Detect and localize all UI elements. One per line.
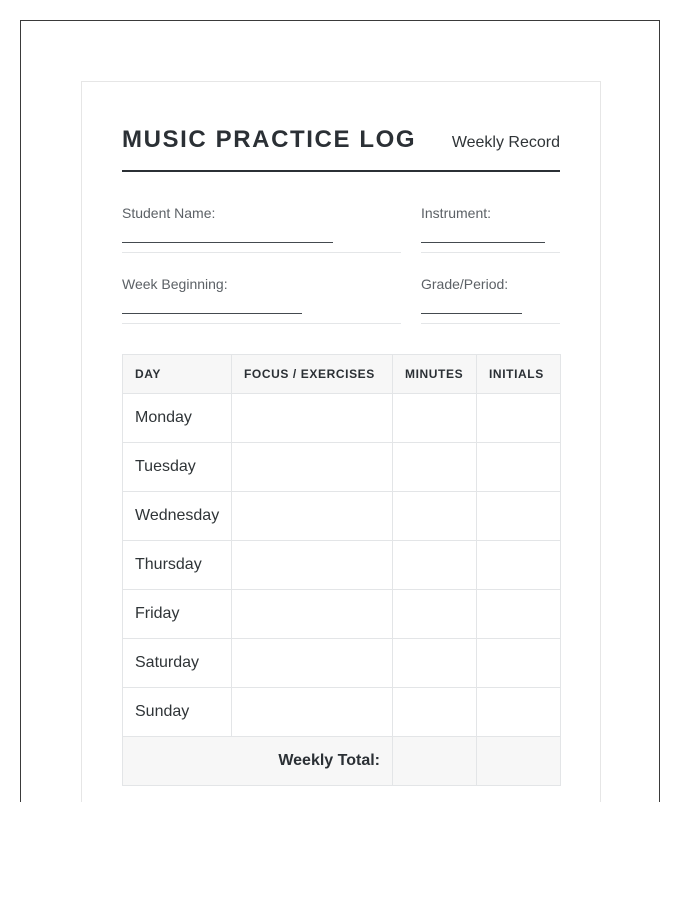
table-row	[123, 688, 561, 737]
focus-cell[interactable]	[232, 688, 393, 737]
minutes-cell[interactable]	[393, 394, 477, 443]
instrument-label: Instrument:	[421, 205, 492, 221]
minutes-cell[interactable]	[393, 541, 477, 590]
table-header-row	[123, 355, 561, 394]
total-minutes-cell[interactable]	[393, 737, 477, 786]
field-divider	[421, 323, 560, 324]
day-cell: Thursday	[123, 541, 232, 590]
table-row	[123, 394, 561, 443]
field-divider	[122, 252, 401, 253]
weekly-total-label: Weekly Total:	[123, 737, 393, 786]
column-header-initials: INITIALS	[477, 355, 561, 394]
focus-cell[interactable]	[232, 394, 393, 443]
student-name-label: Student Name:	[122, 205, 216, 221]
field-divider	[122, 323, 401, 324]
focus-cell[interactable]	[232, 541, 393, 590]
focus-cell[interactable]	[232, 590, 393, 639]
day-cell: Tuesday	[123, 443, 232, 492]
day-cell: Sunday	[123, 688, 232, 737]
instrument-line[interactable]	[421, 242, 545, 243]
table-row	[123, 639, 561, 688]
table-row	[123, 541, 561, 590]
page-subtitle: Weekly Record	[451, 134, 560, 151]
practice-log-table	[122, 354, 561, 786]
minutes-cell[interactable]	[393, 590, 477, 639]
column-header-minutes: MINUTES	[393, 355, 477, 394]
day-cell: Monday	[123, 394, 232, 443]
initials-cell[interactable]	[477, 492, 561, 541]
minutes-cell[interactable]	[393, 492, 477, 541]
student-name-line[interactable]	[122, 242, 333, 243]
grade-period-line[interactable]	[421, 313, 522, 314]
weekly-total-row	[123, 737, 561, 786]
minutes-cell[interactable]	[393, 688, 477, 737]
day-cell: Saturday	[123, 639, 232, 688]
initials-cell[interactable]	[477, 541, 561, 590]
day-cell: Wednesday	[123, 492, 232, 541]
page-title: MUSIC PRACTICE LOG	[122, 126, 417, 153]
column-header-day: DAY	[123, 355, 232, 394]
minutes-cell[interactable]	[393, 639, 477, 688]
day-cell: Friday	[123, 590, 232, 639]
initials-cell[interactable]	[477, 639, 561, 688]
table-row	[123, 443, 561, 492]
week-beginning-label: Week Beginning:	[122, 276, 228, 292]
initials-cell[interactable]	[477, 394, 561, 443]
focus-cell[interactable]	[232, 492, 393, 541]
title-rule	[122, 170, 560, 172]
grade-period-label: Grade/Period:	[421, 276, 509, 292]
focus-cell[interactable]	[232, 443, 393, 492]
field-divider	[421, 252, 560, 253]
table-row	[123, 492, 561, 541]
total-initials-cell[interactable]	[477, 737, 561, 786]
column-header-focus: FOCUS / EXERCISES	[232, 355, 393, 394]
initials-cell[interactable]	[477, 443, 561, 492]
week-beginning-line[interactable]	[122, 313, 302, 314]
initials-cell[interactable]	[477, 590, 561, 639]
table-row	[123, 590, 561, 639]
initials-cell[interactable]	[477, 688, 561, 737]
focus-cell[interactable]	[232, 639, 393, 688]
minutes-cell[interactable]	[393, 443, 477, 492]
